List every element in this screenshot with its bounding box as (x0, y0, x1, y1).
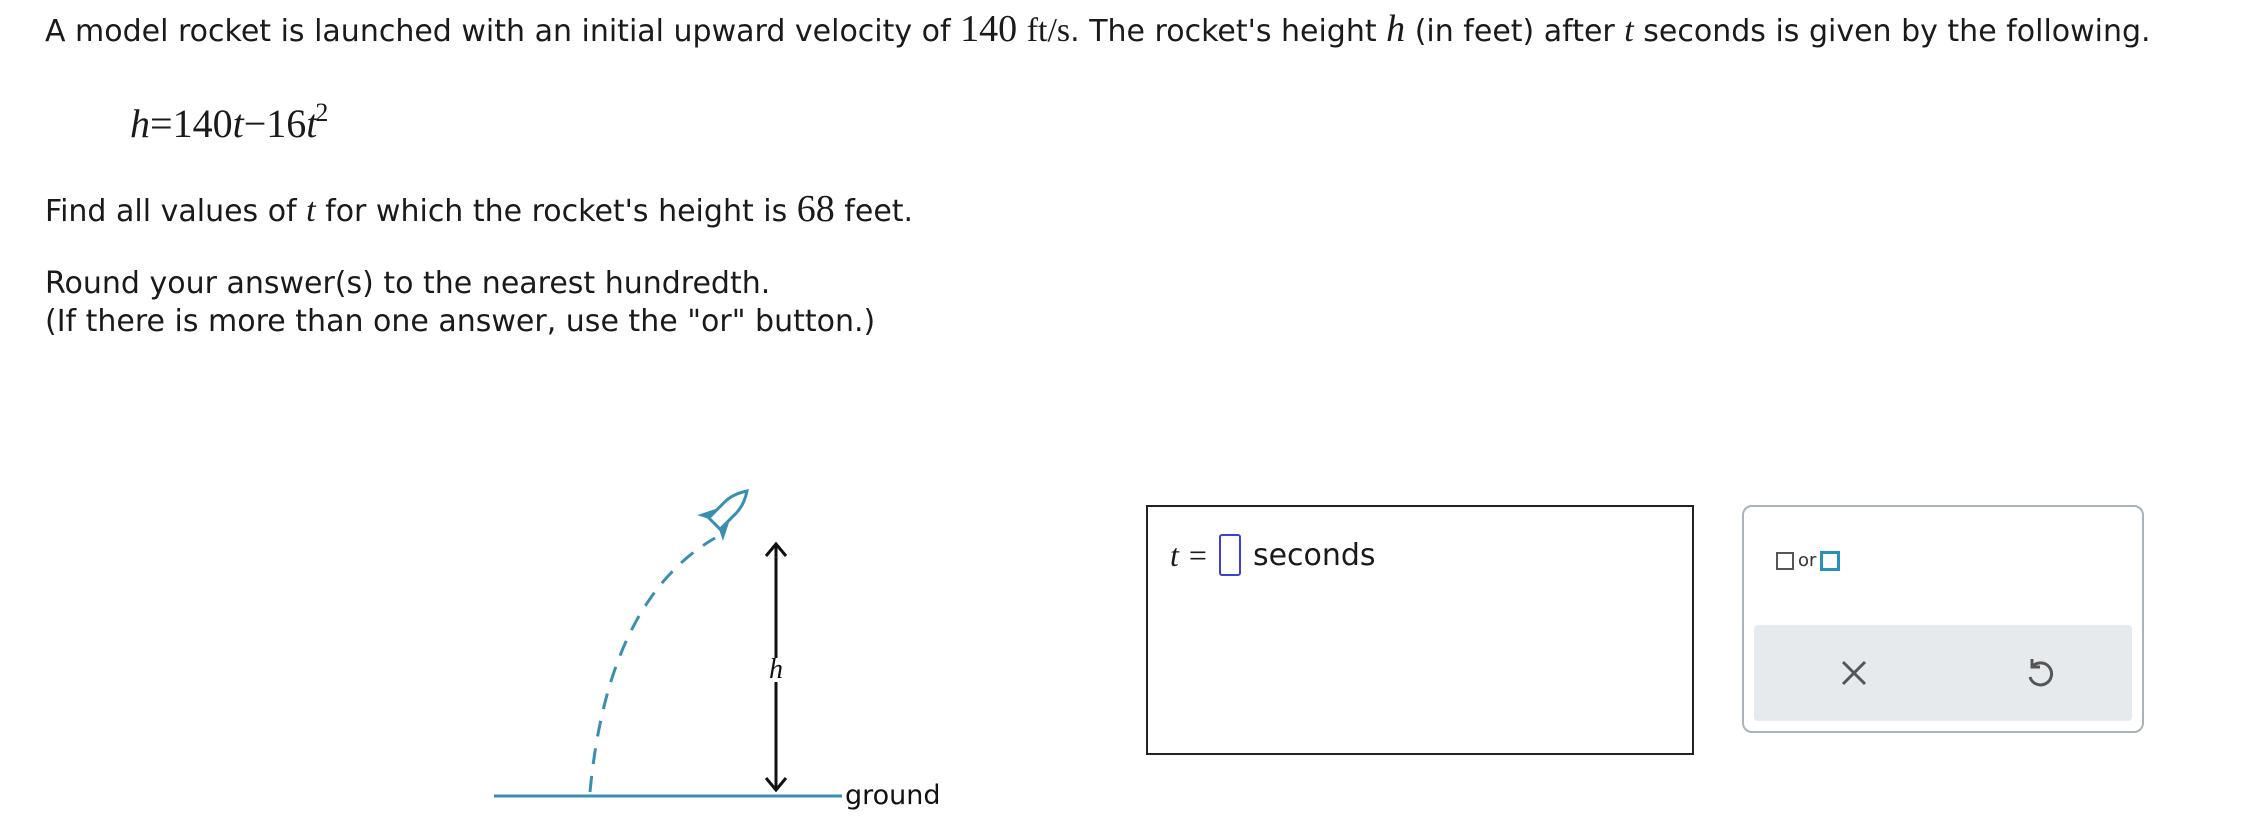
question-text: Find all values of (45, 194, 307, 229)
equation-exponent: 2 (315, 98, 329, 127)
answer-box (1146, 505, 1694, 755)
or-button-instruction: (If there is more than one answer, use the "or" button.) (45, 304, 876, 339)
height-value: 68 (796, 188, 835, 230)
answer-variable: t (1170, 536, 1179, 573)
t-variable: t (306, 192, 316, 229)
or-label: or (1798, 550, 1817, 571)
or-button[interactable] (1776, 550, 1840, 571)
equation-equals: = (150, 101, 173, 146)
rocket-trajectory (590, 538, 715, 792)
equation-t-1: t (232, 101, 244, 146)
equation-coefficient-1: 140 (172, 101, 233, 146)
question-text: . The rocket's height (1070, 14, 1387, 49)
velocity-unit: ft/s (1026, 12, 1071, 49)
answer-equals: = (1188, 536, 1207, 573)
equation-lhs: h (130, 101, 150, 146)
answer-input[interactable] (1219, 534, 1241, 576)
question-text: (in feet) after (1405, 14, 1625, 49)
undo-icon[interactable] (2020, 653, 2060, 693)
h-label: h (769, 654, 783, 685)
close-icon[interactable] (1834, 653, 1874, 693)
equation-minus: − (243, 101, 267, 146)
ground-label: ground (845, 780, 941, 811)
t-variable: t (1624, 12, 1634, 49)
question-text: seconds is given by the following. (1633, 14, 2151, 49)
question-line-1 (45, 10, 2151, 51)
blank-box-icon (1776, 552, 1794, 570)
question-text: for which the rocket's height is (315, 194, 797, 229)
answer-row (1170, 534, 1376, 576)
blank-box-icon (1820, 551, 1840, 571)
rocket-icon (700, 480, 758, 538)
rocket-diagram (480, 470, 960, 818)
h-variable: h (1386, 8, 1406, 50)
velocity-value: 140 (960, 8, 1018, 50)
height-equation (130, 98, 328, 147)
question-text: A model rocket is launched with an initial upward velocity of (45, 14, 961, 49)
question-line-2 (45, 190, 913, 231)
question-text: feet. (834, 194, 914, 229)
equation-t-2: t (306, 101, 318, 146)
answer-keypad (1742, 505, 2144, 733)
action-bar (1754, 625, 2132, 721)
rounding-instruction: Round your answer(s) to the nearest hundredth. (45, 266, 771, 301)
equation-coefficient-2: 16 (266, 101, 307, 146)
answer-unit: seconds (1252, 537, 1376, 573)
